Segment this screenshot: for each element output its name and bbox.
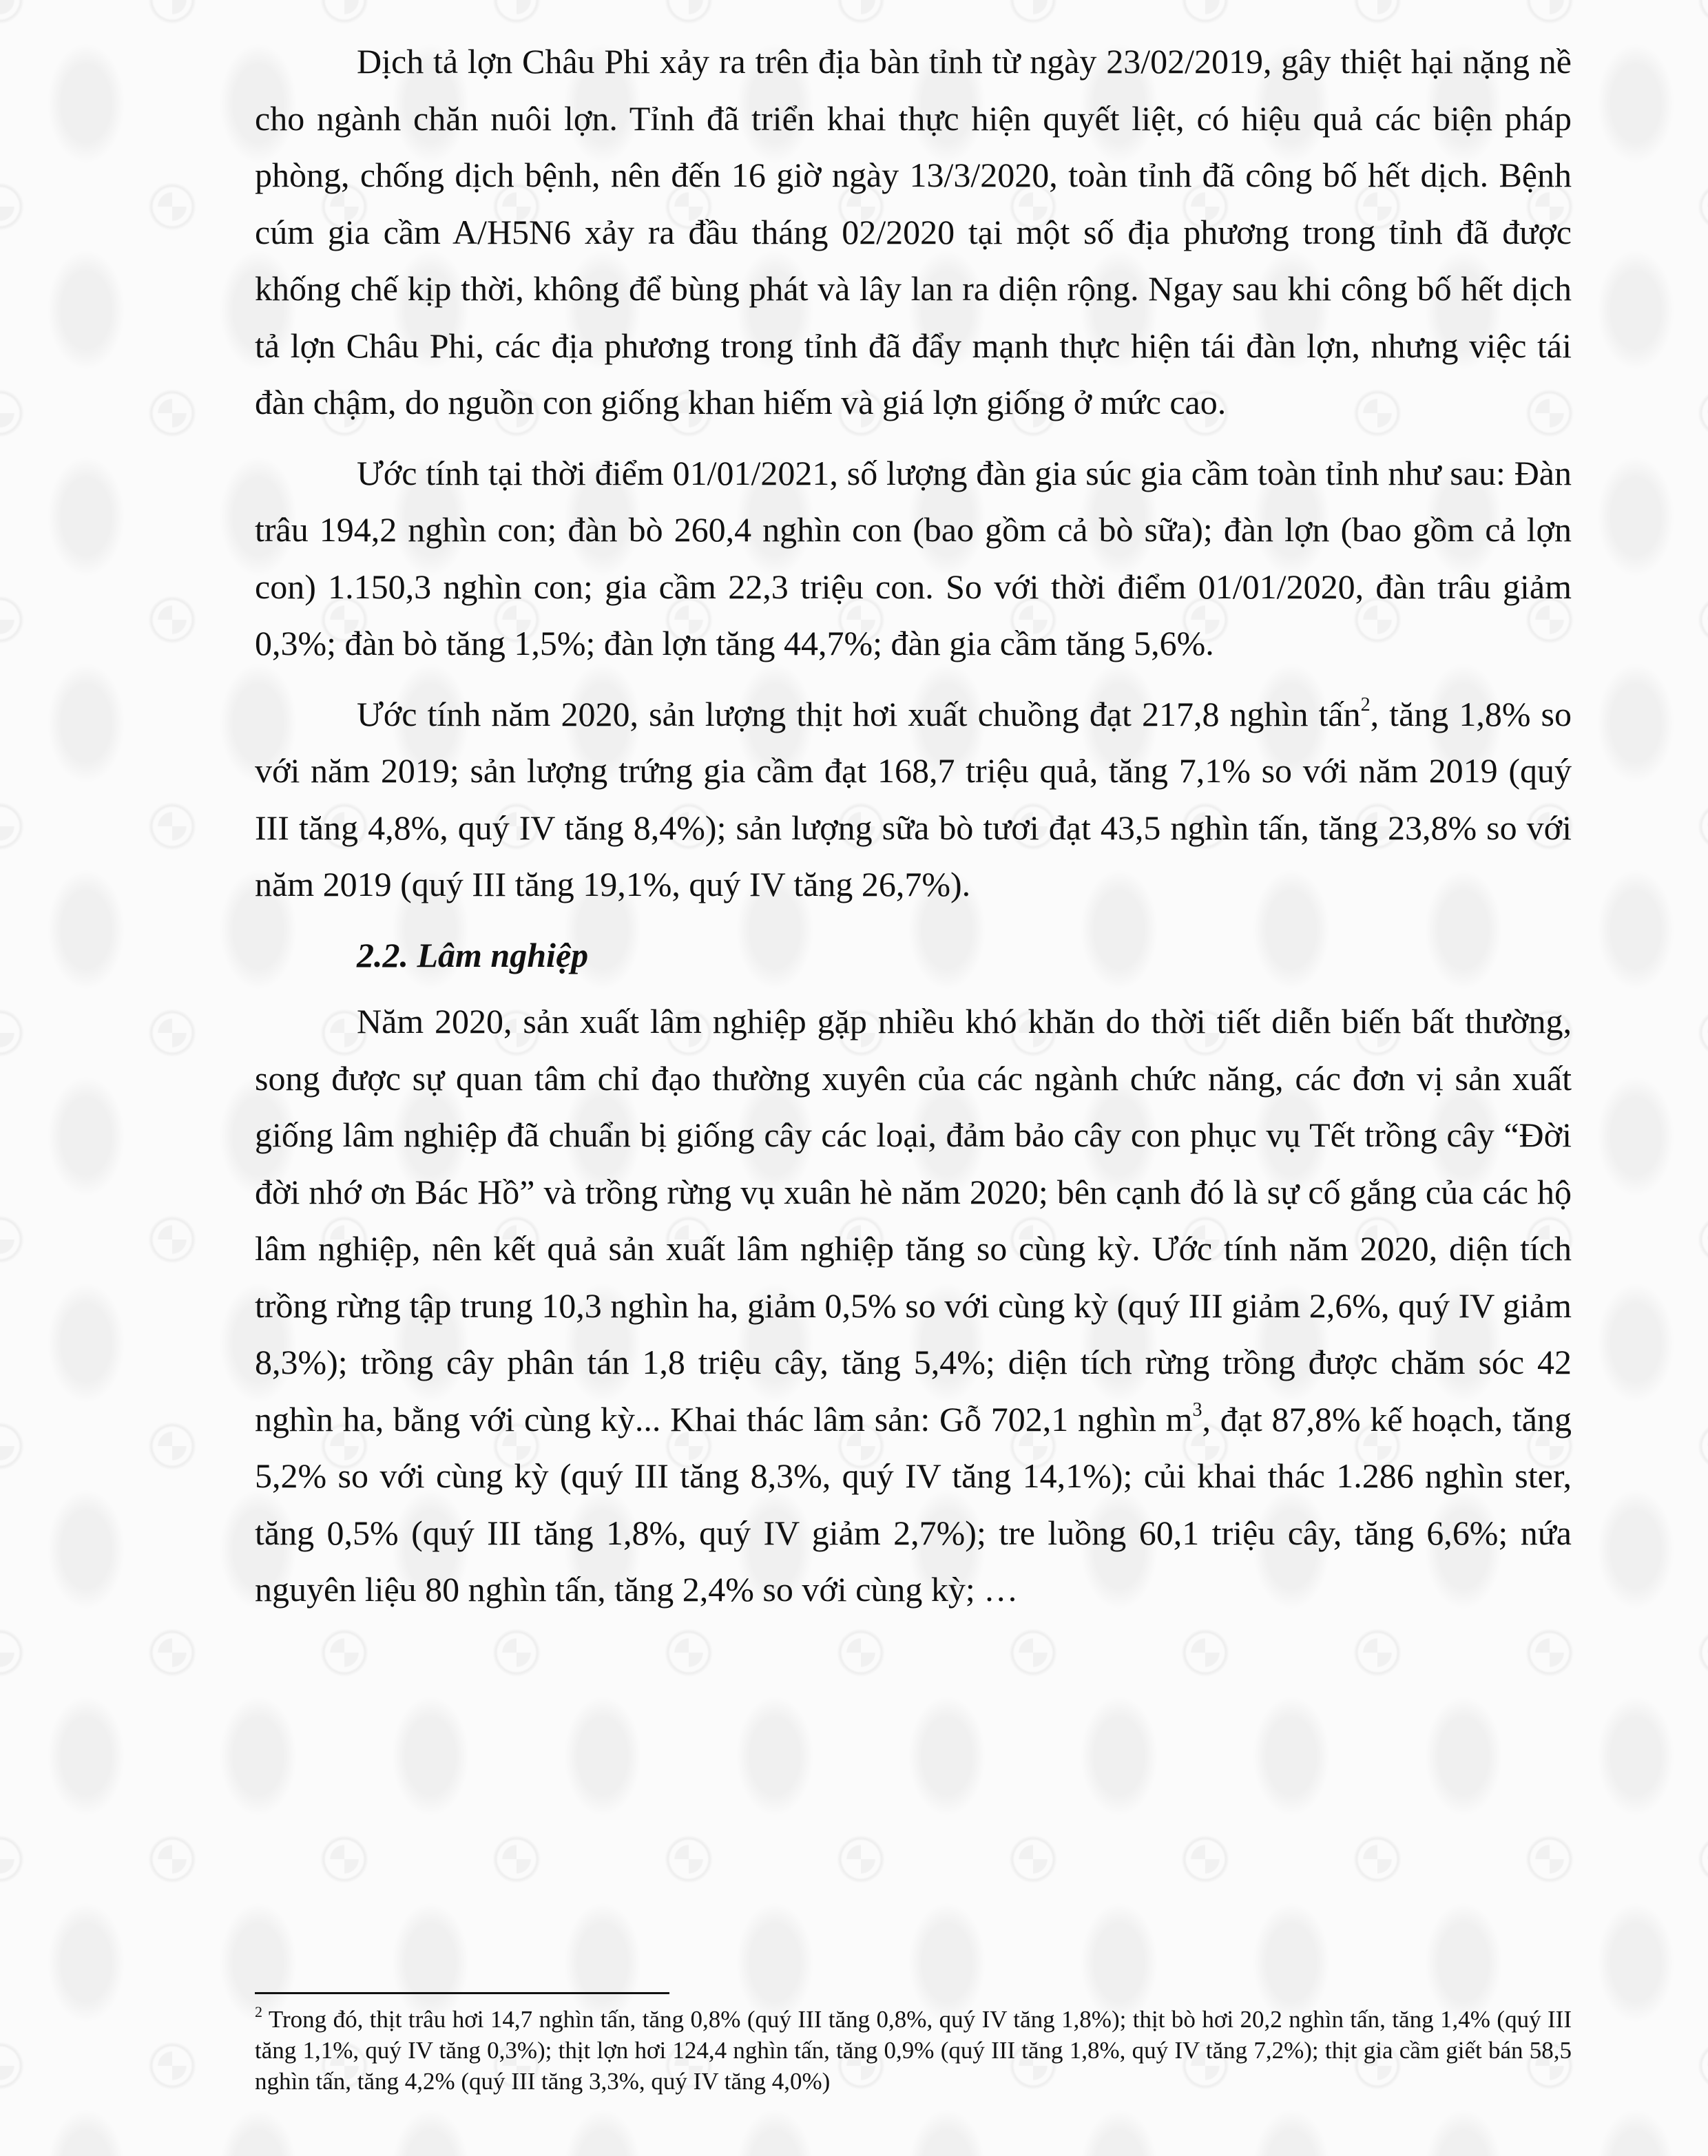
footnote-divider xyxy=(255,1992,669,1994)
footnote-text: Trong đó, thịt trâu hơi 14,7 nghìn tấn, tăng 0,8% (quý III tăng 0,8%, quý IV tăng 1,8%); thịt bò hơi 20,2 nghìn tấn, tăng 1,4% (quý III tăng 1,1%, quý IV tăng 0,3%); thịt lợn hơi 124,4 nghìn tấn, tăng 0,9% (quý III tăng 1,8%, quý IV tăng 7,2%); thịt gia cầm giết bán 58,5 nghìn tấn, tăng 4,2% (quý III tăng 3,3%, quý IV tăng 4,0%) xyxy=(255,2006,1572,2095)
cubic-superscript: 3 xyxy=(1192,1399,1202,1421)
paragraph-african-swine-fever: Dịch tả lợn Châu Phi xảy ra trên địa bàn tỉnh từ ngày 23/02/2019, gây thiệt hại nặng nề cho ngành chăn nuôi lợn. Tỉnh đã triển khai thực hiện quyết liệt, có hiệu quả các biện pháp phòng, chống dịch bệnh, nên đến 16 giờ ngày 13/3/2020, toàn tỉnh đã công bố hết dịch. Bệnh cúm gia cầm A/H5N6 xảy ra đầu tháng 02/2020 tại một số địa phương trong tỉnh đã được khống chế kịp thời, không để bùng phát và lây lan ra diện rộng. Ngay sau khi công bố hết dịch tả lợn Châu Phi, các địa phương trong tỉnh đã đẩy mạnh thực hiện tái đàn lợn, nhưng việc tái đàn chậm, do nguồn con giống khan hiếm và giá lợn giống ở mức cao. xyxy=(255,42,1572,421)
paragraph-forestry xyxy=(255,993,1572,1618)
section-heading-forestry: 2.2. Lâm nghiệp xyxy=(357,935,589,974)
paragraph-meat-output xyxy=(255,686,1572,913)
paragraph-meat-output-part2: , tăng 1,8% so với năm 2019; sản lượng trứng gia cầm đạt 168,7 triệu quả, tăng 7,1% so với năm 2019 (quý III tăng 4,8%, quý IV tăng 8,4%); sản lượng sữa bò tươi đạt 43,5 nghìn tấn, tăng 23,8% so với năm 2019 (quý III tăng 19,1%, quý IV tăng 26,7%). xyxy=(255,694,1572,903)
paragraph-livestock-count: Ước tính tại thời điểm 01/01/2021, số lượng đàn gia súc gia cầm toàn tỉnh như sau: Đàn trâu 194,2 nghìn con; đàn bò 260,4 nghìn con (bao gồm cả bò sữa); đàn lợn (bao gồm cả lợn con) 1.150,3 nghìn con; gia cầm 22,3 triệu con. So với thời điểm 01/01/2020, đàn trâu giảm 0,3%; đàn bò tăng 1,5%; đàn lợn tăng 44,7%; đàn gia cầm tăng 5,6%. xyxy=(255,453,1572,662)
footnote-reference[interactable]: 2 xyxy=(1360,693,1371,715)
footnote xyxy=(255,2004,1572,2097)
document-body xyxy=(255,33,1572,1632)
paragraph-meat-output-part1: Ước tính năm 2020, sản lượng thịt hơi xuất chuồng đạt 217,8 nghìn tấn xyxy=(357,694,1361,733)
footnote-marker: 2 xyxy=(255,2003,262,2021)
paragraph-forestry-part1: Năm 2020, sản xuất lâm nghiệp gặp nhiều khó khăn do thời tiết diễn biến bất thường, song được sự quan tâm chỉ đạo thường xuyên của các ngành chức năng, các đơn vị sản xuất giống lâm nghiệp đã chuẩn bị giống cây các loại, đảm bảo cây con phục vụ Tết trồng cây “Đời đời nhớ ơn Bác Hồ” và trồng rừng vụ xuân hè năm 2020; bên cạnh đó là sự cố gắng của các hộ lâm nghiệp, nên kết quả sản xuất lâm nghiệp tăng so cùng kỳ. Ước tính năm 2020, diện tích trồng rừng tập trung 10,3 nghìn ha, giảm 0,5% so với cùng kỳ (quý III giảm 2,6%, quý IV giảm 8,3%); trồng cây phân tán 1,8 triệu cây, tăng 5,4%; diện tích rừng trồng được chăm sóc 42 nghìn ha, bằng với cùng kỳ... Khai thác lâm sản: Gỗ 702,1 nghìn m xyxy=(255,1002,1572,1438)
paragraph-forestry-part2: , đạt 87,8% kế hoạch, tăng 5,2% so với cùng kỳ (quý III tăng 8,3%, quý IV tăng 14,1%); củi khai thác 1.286 nghìn ster, tăng 0,5% (quý III tăng 1,8%, quý IV giảm 2,7%); tre luồng 60,1 triệu cây, tăng 6,6%; nứa nguyên liệu 80 nghìn tấn, tăng 2,4% so với cùng kỳ; … xyxy=(255,1399,1572,1609)
